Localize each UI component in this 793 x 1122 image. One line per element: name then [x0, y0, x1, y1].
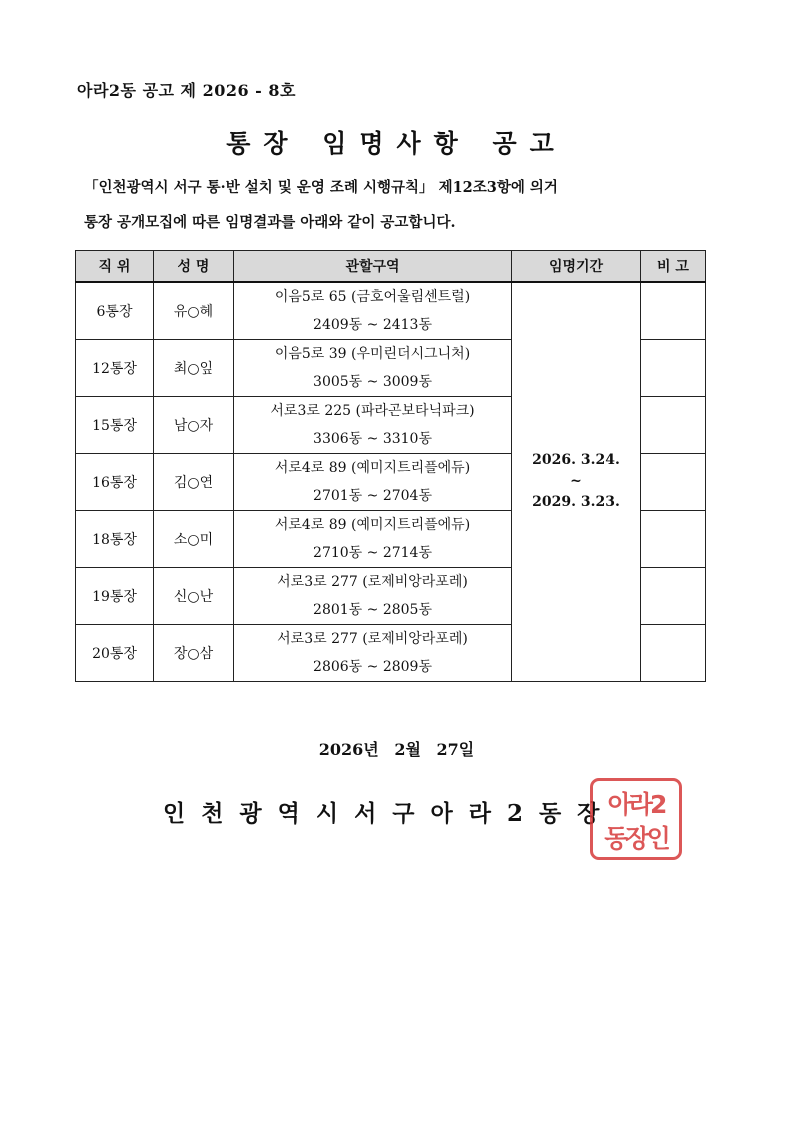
district-cell: [234, 567, 512, 624]
district-cell: [234, 453, 512, 510]
district-buildings: 2710동 ~ 2714동: [313, 544, 432, 561]
intro-line-2: 통장 공개모집에 따른 임명결과를 아래와 같이 공고합니다.: [84, 214, 456, 231]
district-buildings: 2701동 ~ 2704동: [313, 487, 432, 504]
name-cell: 최○잎: [154, 339, 234, 396]
intro-line-1: 「인천광역시 서구 통·반 설치 및 운영 조례 시행규칙」 제12조3항에 의거: [84, 179, 558, 196]
official-seal-stamp: [590, 778, 682, 860]
district-address: 이음5로 65 (금호어울림센트럴): [274, 288, 471, 305]
district-cell: [234, 624, 512, 681]
remarks-cell: [641, 282, 706, 340]
period-end: 2029. 3.23.: [532, 494, 620, 510]
date-year: 2026년: [318, 740, 379, 759]
district-buildings: 3306동 ~ 3310동: [313, 430, 432, 447]
remarks-cell: [641, 453, 706, 510]
name-cell: 신○난: [154, 567, 234, 624]
district-cell: [234, 396, 512, 453]
district-cell: [234, 282, 512, 340]
header-name: 성 명: [154, 251, 234, 282]
remarks-cell: [641, 567, 706, 624]
remarks-cell: [641, 624, 706, 681]
period-cell: [512, 282, 641, 682]
position-cell: 20통장: [76, 624, 154, 681]
name-cell: 장○삼: [154, 624, 234, 681]
header-remarks: 비 고: [641, 251, 706, 282]
district-address: 서로3로 225 (파라곤보타닉파크): [270, 402, 475, 419]
position-cell: 12통장: [76, 339, 154, 396]
period-separator: ~: [570, 473, 582, 489]
remarks-cell: [641, 339, 706, 396]
district-address: 이음5로 39 (우미린더시그니처): [274, 345, 471, 362]
district-address: 서로4로 89 (예미지트리플에듀): [274, 459, 471, 476]
table-row: [76, 282, 706, 340]
date-month: 2월: [394, 740, 421, 759]
appointment-table: [75, 250, 706, 682]
district-address: 서로3로 277 (로제비앙라포레): [277, 573, 468, 590]
position-cell: 16통장: [76, 453, 154, 510]
header-position: 직 위: [76, 251, 154, 282]
header-district: 관할구역: [234, 251, 512, 282]
remarks-cell: [641, 396, 706, 453]
name-cell: 유○혜: [154, 282, 234, 340]
name-cell: 소○미: [154, 510, 234, 567]
seal-text-bottom: 동장인: [604, 824, 668, 853]
position-cell: 15통장: [76, 396, 154, 453]
position-cell: 19통장: [76, 567, 154, 624]
district-address: 서로3로 277 (로제비앙라포레): [277, 630, 468, 647]
district-buildings: 3005동 ~ 3009동: [313, 373, 432, 390]
table-header-row: [76, 251, 706, 282]
page-title: 통장 임명사항 공고: [226, 129, 567, 158]
notice-number: 아라2동 공고 제 2026 - 8호: [77, 81, 296, 100]
position-cell: 6통장: [76, 282, 154, 340]
name-cell: 김○연: [154, 453, 234, 510]
district-cell: [234, 510, 512, 567]
position-cell: 18통장: [76, 510, 154, 567]
district-buildings: 2806동 ~ 2809동: [313, 658, 432, 675]
header-period: 임명기간: [512, 251, 641, 282]
district-buildings: 2801동 ~ 2805동: [313, 601, 432, 618]
name-cell: 남○자: [154, 396, 234, 453]
notice-date: [0, 737, 793, 760]
period-start: 2026. 3.24.: [532, 452, 620, 468]
remarks-cell: [641, 510, 706, 567]
district-address: 서로4로 89 (예미지트리플에듀): [274, 516, 471, 533]
district-buildings: 2409동 ~ 2413동: [313, 316, 432, 333]
date-day: 27일: [436, 740, 475, 759]
office-signature: 인천광역시서구아라2동장: [163, 800, 616, 827]
seal-text-top: 아라2: [607, 790, 665, 819]
district-cell: [234, 339, 512, 396]
